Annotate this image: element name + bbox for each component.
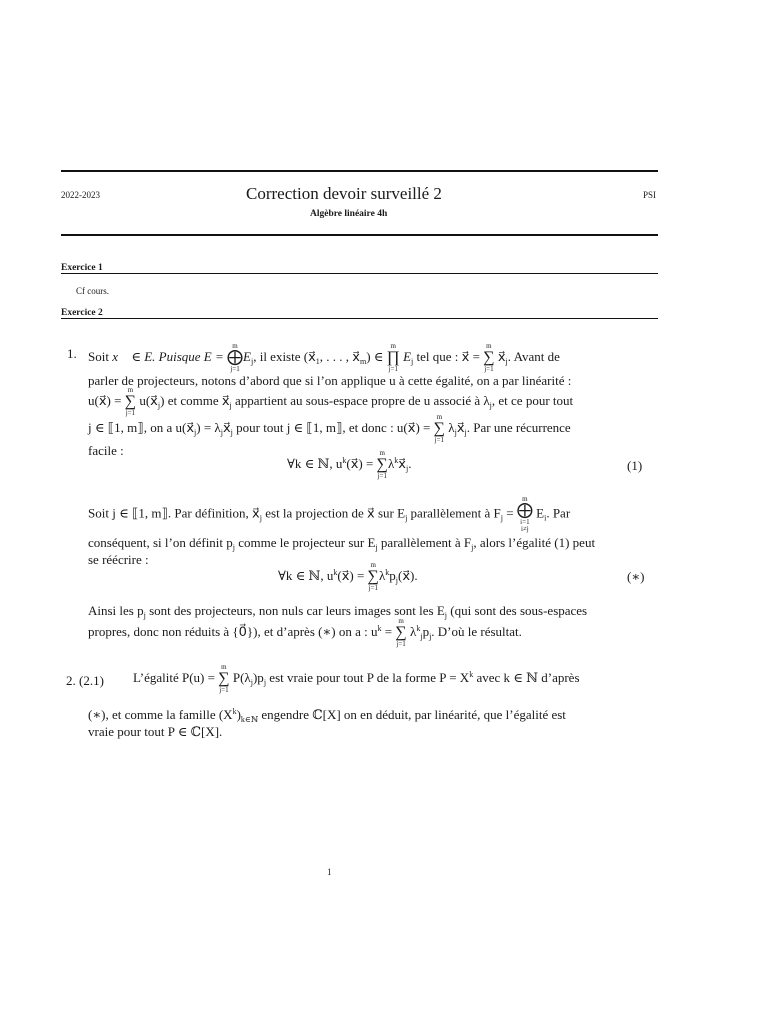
q1-para2-line-1: Soit j ∈ ⟦1, m⟧. Par définition, $x⃗_j$ est la projection de x⃗ sur $E_j$ parallèlement à $F_j$ = m ⨁ i=1 i≠j $E_i$. Par bbox=[88, 495, 571, 533]
sum-symbol: m ∑ j=1 bbox=[218, 663, 230, 695]
q1-para3-line-2: propres, donc non réduits à {0⃗}), et d’après (∗) on a : $u^k$ = m ∑ j=1 $\lambda^k_jp_j$. D’où le résultat. bbox=[88, 617, 522, 649]
page-number: 1 bbox=[327, 867, 332, 877]
exercise-2-rule bbox=[61, 318, 658, 319]
exercise-2-title: Exercice 2 bbox=[61, 308, 103, 318]
sum-symbol: m ∑ j=1 bbox=[376, 449, 388, 480]
q2-line-1: L’égalité P(u) = m ∑ j=1 $P(\lambda_j)p_j$ est vraie pour tout P de la forme $P = X^k$ avec k ∈ ℕ d’après bbox=[133, 663, 580, 695]
question-2-number: 2. (2.1) bbox=[66, 673, 104, 688]
header-class: PSI bbox=[643, 190, 657, 200]
question-1-number: 1. bbox=[67, 346, 77, 361]
q2-line-3: vraie pour tout P ∈ ℂ[X]. bbox=[88, 724, 223, 739]
sum-symbol: m ∑ j=1 bbox=[483, 342, 495, 373]
sum-symbol: m ∑ j=1 bbox=[367, 561, 379, 592]
header-year: 2022-2023 bbox=[61, 190, 100, 200]
q1-para2-line-3: se réécrire : bbox=[88, 552, 149, 567]
sum-symbol: m ∑ j=1 bbox=[124, 386, 137, 417]
q2-line-2: (∗), et comme la famille $(X^k)_{k\in ℕ}$ engendre ℂ[X] on en déduit, par linéarité, que l’égalité est bbox=[88, 707, 566, 724]
equation-star-tag: (∗) bbox=[627, 569, 645, 584]
equation-1: ∀k ∈ ℕ, $u^k(x⃗)$ = m ∑ j=1 $\lambda^kx⃗_j$. bbox=[287, 449, 412, 480]
q1-para2-line-2: conséquent, si l’on définit $p_j$ comme le projecteur sur $E_j$ parallèlement à $F_j$, alors l’égalité (1) peut bbox=[88, 535, 596, 552]
oplus-symbol: m ⨁ j=1 bbox=[227, 342, 244, 373]
exercise-1-title: Exercice 1 bbox=[61, 263, 103, 273]
exercise-1-rule bbox=[61, 273, 658, 274]
sum-symbol: m ∑ j=1 bbox=[395, 617, 407, 649]
q1-line-5: facile : bbox=[88, 443, 124, 458]
header-bottom-rule bbox=[61, 234, 658, 236]
q1-line-1: Soit x⃗ ∈ E. Puisque E = m ⨁ j=1 $E_j$, il existe ($x⃗_1$, . . . , $x⃗_m$) ∈ m ∏ j=1 $E_j$ tel que : x⃗ = m ∑ j=1 $x⃗_j$. Avant de bbox=[88, 342, 560, 373]
q1-line-4: j ∈ ⟦1, m⟧, on a $u(x⃗_j)$ = $\lambda_jx⃗_j$ pour tout j ∈ ⟦1, m⟧, et donc : u(x⃗) = m ∑ j=1 $\lambda_jx⃗_j$. Par une récurrence bbox=[88, 413, 571, 444]
equation-star: ∀k ∈ ℕ, $u^k(x⃗)$ = m ∑ j=1 $\lambda^kp_j(x⃗)$. bbox=[278, 561, 418, 592]
q1-line-2: parler de projecteurs, notons d’abord que si l’on applique u à cette égalité, on a par linéarité : bbox=[88, 373, 572, 388]
header-top-rule bbox=[61, 170, 658, 172]
exercise-1-content: Cf cours. bbox=[76, 286, 109, 296]
page-subtitle: Algèbre linéaire 4h bbox=[310, 209, 388, 219]
sum-symbol: m ∑ j=1 bbox=[433, 413, 446, 444]
prod-symbol: m ∏ j=1 bbox=[386, 342, 400, 373]
page-title: Correction devoir surveillé 2 bbox=[246, 184, 442, 203]
equation-1-tag: (1) bbox=[627, 458, 643, 473]
oplus-symbol: m ⨁ i=1 i≠j bbox=[516, 495, 533, 533]
q1-para3-line-1: Ainsi les $p_j$ sont des projecteurs, non nuls car leurs images sont les $E_j$ (qui sont des sous-espaces bbox=[88, 603, 588, 620]
q1-line-3: u(x⃗) = m ∑ j=1 $u(x⃗_j)$ et comme $x⃗_j$ appartient au sous-espace propre de u associé à $\lambda_j$, et ce pour tout bbox=[88, 386, 574, 417]
